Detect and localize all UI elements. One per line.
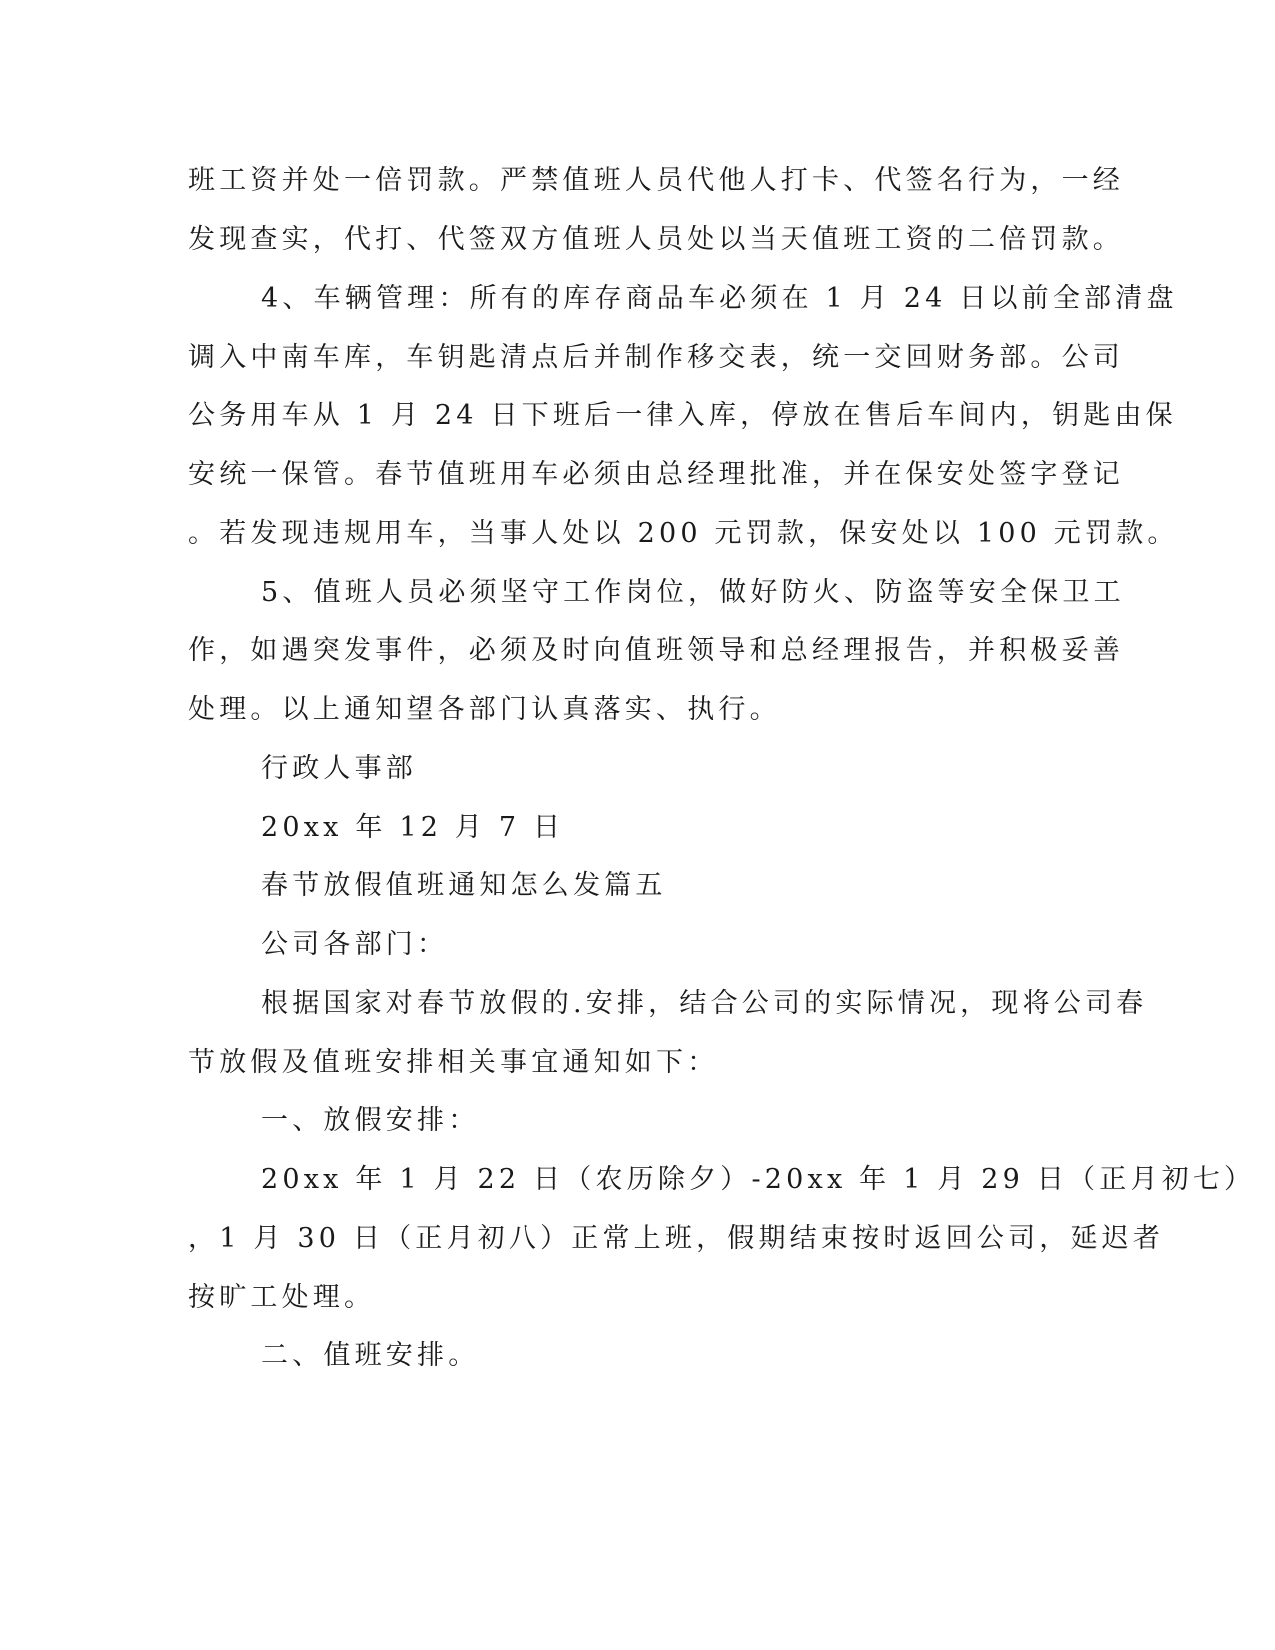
text-line: 调入中南车库，车钥匙清点后并制作移交表，统一交回财务部。公司 (188, 342, 1124, 373)
text-line: 春节放假值班通知怎么发篇五 (261, 870, 667, 901)
text-line: 安统一保管。春节值班用车必须由总经理批准，并在保安处签字登记 (188, 459, 1124, 490)
text-line: 处理。以上通知望各部门认真落实、执行。 (188, 694, 781, 725)
text-line: 公务用车从 1 月 24 日下班后一律入库，停放在售后车间内，钥匙由保 (188, 400, 1177, 431)
text-line: 20xx 年 1 月 22 日（农历除夕）-20xx 年 1 月 29 日（正月初七） (261, 1164, 1256, 1195)
text-line: 班工资并处一倍罚款。严禁值班人员代他人打卡、代签名行为，一经 (188, 165, 1124, 196)
text-line: 20xx 年 12 月 7 日 (261, 812, 565, 843)
text-line: 二、值班安排。 (261, 1340, 480, 1371)
text-line: 4、车辆管理：所有的库存商品车必须在 1 月 24 日以前全部清盘 (261, 283, 1178, 314)
text-line: 发现查实，代打、代签双方值班人员处以当天值班工资的二倍罚款。 (188, 224, 1124, 255)
text-line: 一、放假安排： (261, 1105, 480, 1136)
text-line: 。若发现违规用车，当事人处以 200 元罚款，保安处以 100 元罚款。 (188, 518, 1179, 549)
text-line: 行政人事部 (261, 753, 417, 784)
text-line: ，1 月 30 日（正月初八）正常上班，假期结束按时返回公司，延迟者 (188, 1223, 1165, 1254)
text-line: 公司各部门： (261, 929, 449, 960)
text-line: 按旷工处理。 (188, 1282, 376, 1313)
text-line: 作，如遇突发事件，必须及时向值班领导和总经理报告，并积极妥善 (188, 635, 1124, 666)
text-line: 根据国家对春节放假的.安排，结合公司的实际情况，现将公司春 (261, 988, 1148, 1019)
text-line: 节放假及值班安排相关事宜通知如下： (188, 1047, 719, 1078)
text-line: 5、值班人员必须坚守工作岗位，做好防火、防盗等安全保卫工 (261, 577, 1125, 608)
